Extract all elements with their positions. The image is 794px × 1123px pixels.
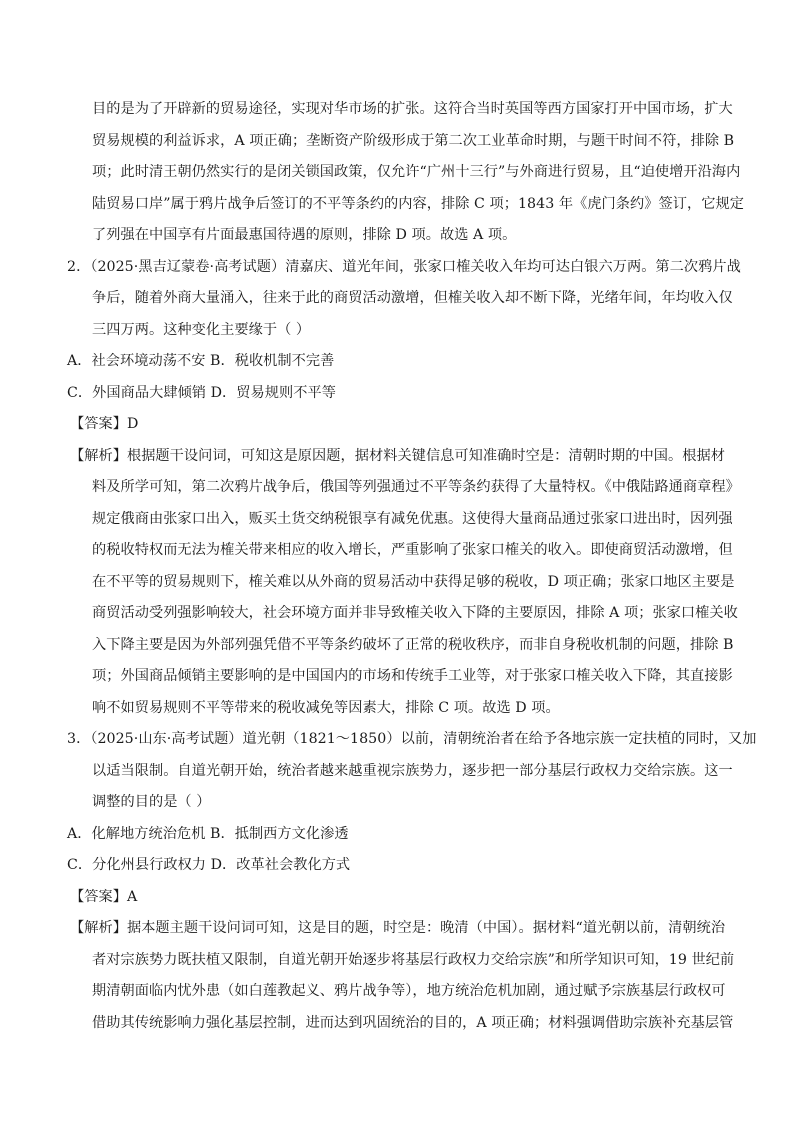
answer-line: 【答案】D (70, 416, 139, 432)
explanation-line: 入下降主要是因为外部列强凭借不平等条约破坏了正常的税收秩序，而非自身税收机制的问题，排除 B (92, 636, 734, 653)
text-line: 陆贸易口岸”属于鸦片战争后签订的不平等条约的内容，排除 C 项；1843 年《虎门条约》签订，它规定 (92, 195, 744, 212)
explanation-line: 借助其传统影响力强化基层控制，进而达到巩固统治的目的，A 项正确；材料强调借助宗族补充基层管 (92, 1014, 734, 1031)
explanation-line: 项；外国商品倾销主要影响的是中国国内的市场和传统手工业等，对于张家口榷关收入下降，其直接影 (92, 668, 733, 684)
answer-line: 【答案】A (70, 888, 138, 905)
text-line: 项；此时清王朝仍然实行的是闭关锁国政策，仅允许“广州十三行”与外商进行贸易，且“迫使增开沿海内 (92, 164, 741, 180)
explanation-line: 【解析】据本题主题干设问词可知，这是目的题，时空是：晚清（中国）。据材料“道光朝以前，清朝统治 (70, 920, 726, 936)
question-stem-line: 三四万两。这种变化主要缘于（ ） (92, 321, 311, 338)
explanation-line: 期清朝面临内忧外患（如白莲教起义、鸦片战争等），地方统治危机加剧，通过赋予宗族基层行政权可 (92, 983, 726, 999)
explanation-line: 响不如贸易规则不平等带来的税收减免等因素大，排除 C 项。故选 D 项。 (92, 699, 560, 716)
content-body (67, 94, 757, 1039)
question-3 (67, 724, 757, 1039)
explanation-line: 料及所学可知，第二次鸦片战争后，俄国等列强通过不平等条约获得了大量特权。《中俄陆路通商章程》 (92, 479, 740, 495)
explanation-line: 者对宗族势力既扶植又限制，自道光朝开始逐步将基层行政权力交给宗族”和所学知识可知，19 世纪前 (92, 951, 735, 968)
question-stem-line: 3．（2025·山东·高考试题）道光朝（1821～1850）以前，清朝统治者在给予各地宗族一定扶植的同时，又加 (67, 731, 757, 747)
q1-explanation-continuation (67, 94, 744, 252)
question-stem-line: 2．（2025·黑吉辽蒙卷·高考试题）清嘉庆、道光年间，张家口榷关收入年均可达白银六万两。第二次鸦片战 (67, 258, 741, 275)
question-2 (67, 252, 741, 725)
explanation-line: 商贸活动受列强影响较大，社会环境方面并非导致榷关收入下降的主要原因，排除 A 项；张家口榷关收 (92, 605, 738, 621)
explanation-line: 【解析】根据题干设问词，可知这是原因题，据材料关键信息可知准确时空是：清朝时期的中国。根据材 (70, 447, 725, 464)
option-line: C．分化州县行政权力 D．改革社会教化方式 (67, 857, 351, 873)
option-line: A．化解地方统治危机 B．抵制西方文化渗透 (67, 825, 349, 842)
explanation-line: 的税收特权而无法为榷关带来相应的收入增长，严重影响了张家口榷关的收入。即使商贸活动激增，但 (92, 542, 733, 558)
question-stem-line: 以适当限制。自道光朝开始，统治者越来越重视宗族势力，逐步把一部分基层行政权力交给宗族。这一 (92, 762, 733, 779)
text-line: 贸易规模的利益诉求，A 项正确；垄断资产阶级形成于第二次工业革命时期，与题干时间不符，排除 B (92, 132, 735, 149)
explanation-line: 规定俄商由张家口出入，贩买土货交纳税银享有减免优惠。这使得大量商品通过张家口进出时，因列强 (92, 510, 733, 527)
question-stem-line: 争后，随着外商大量涌入，往来于此的商贸活动激增，但榷关收入却不断下降，光绪年间，年均收入仅 (92, 290, 733, 306)
explanation-line: 在不平等的贸易规则下，榷关难以从外商的贸易活动中获得足够的税收，D 项正确；张家口地区主要是 (92, 573, 735, 590)
option-line: A．社会环境动荡不安 B．税收机制不完善 (67, 353, 335, 369)
text-line: 目的是为了开辟新的贸易途径，实现对华市场的扩张。这符合当时英国等西方国家打开中国市场，扩大 (92, 101, 733, 117)
question-stem-line: 调整的目的是（ ） (92, 794, 211, 810)
option-line: C．外国商品大肆倾销 D．贸易规则不平等 (67, 384, 336, 401)
text-line: 了列强在中国享有片面最惠国待遇的原则，排除 D 项。故选 A 项。 (92, 227, 517, 243)
